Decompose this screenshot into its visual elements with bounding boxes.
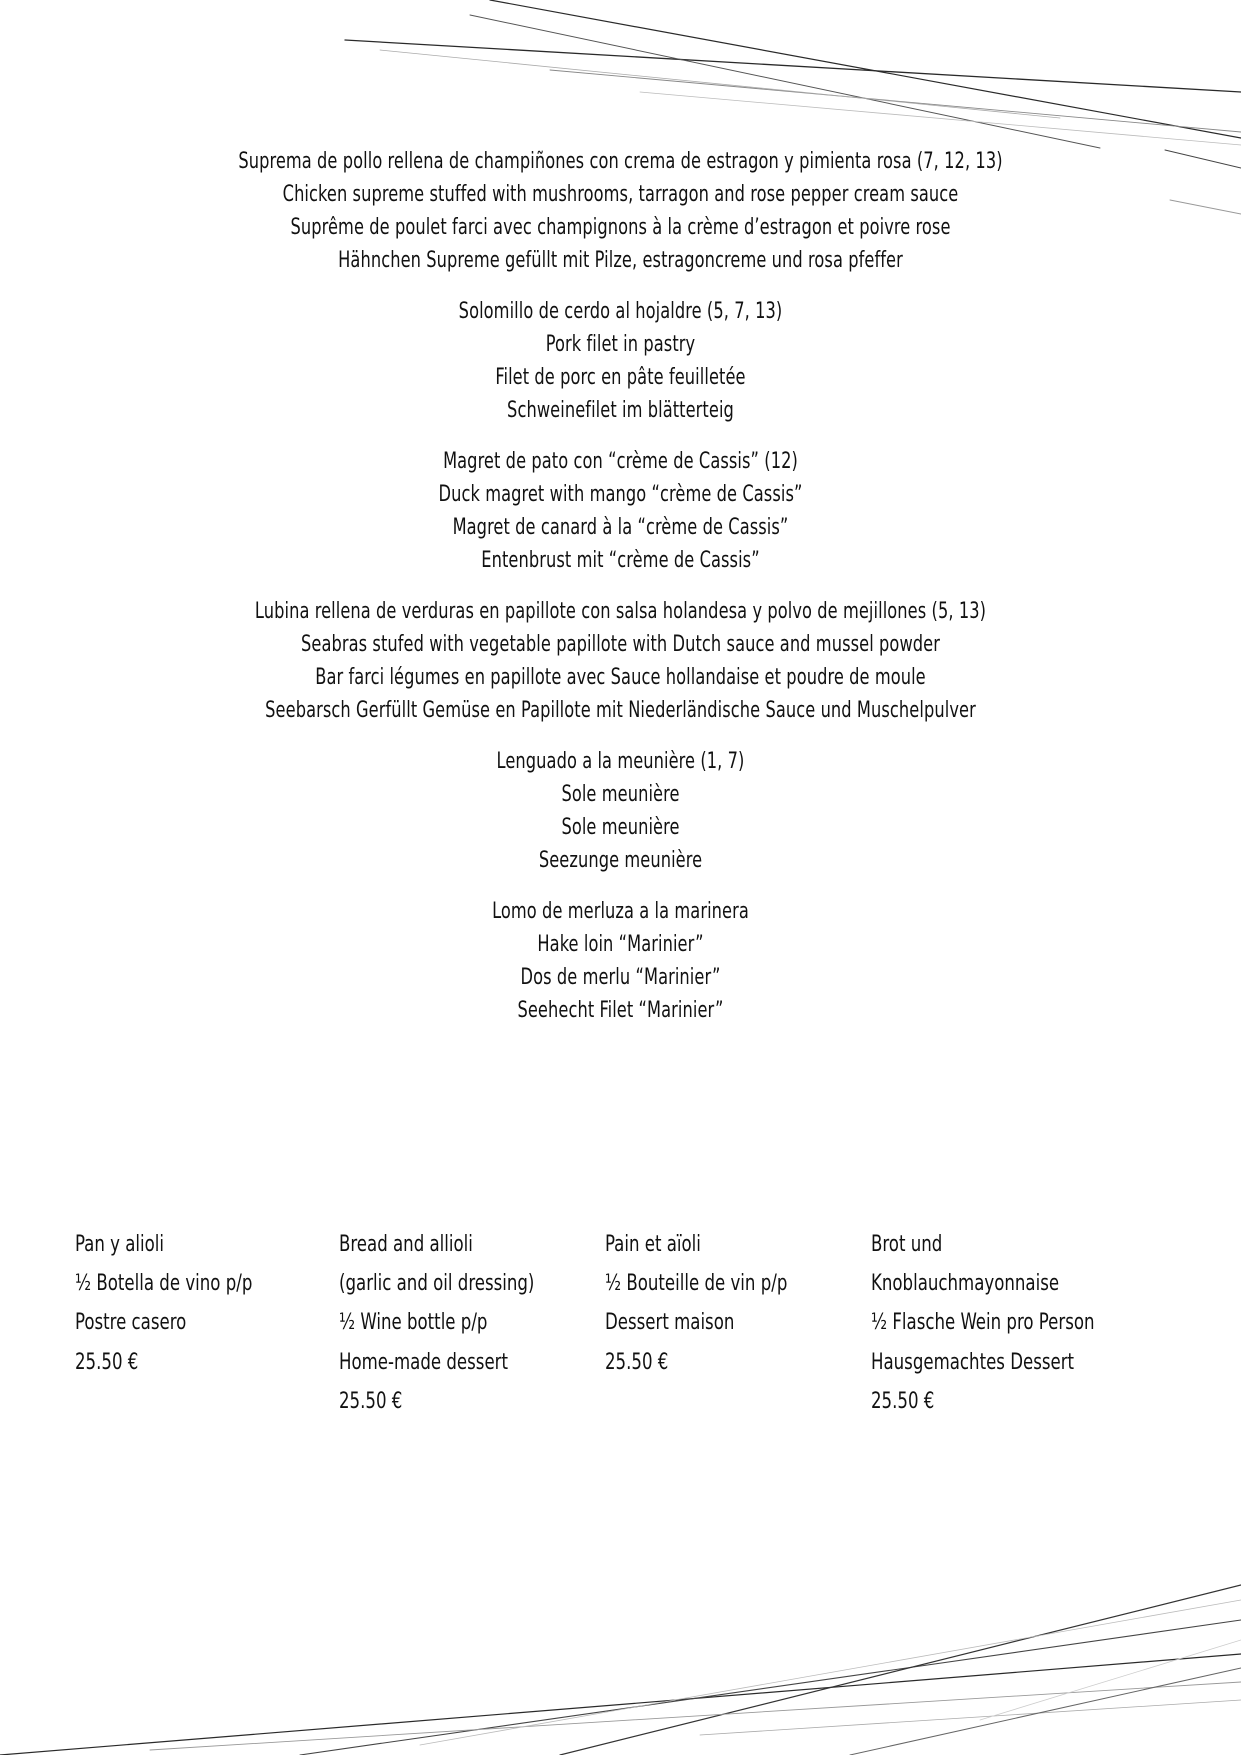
dish-name-fr: Bar farci légumes en papillote avec Sauce hollandaise et poudre de moule: [315, 665, 926, 690]
dish-name-es: Magret de pato con “crème de Cassis” (12): [443, 449, 798, 474]
menu-detail-line: Pain et aïoli: [605, 1231, 701, 1257]
dish-name-fr: Filet de porc en pâte feuilletée: [495, 365, 746, 390]
menu-detail-line: ½ Bouteille de vin p/p: [605, 1270, 788, 1297]
dish-item: [0, 595, 1241, 727]
dish-item: [0, 295, 1241, 427]
menu-price: 25.50 €: [871, 1387, 935, 1414]
dish-name-en: Duck magret with mango “crème de Cassis”: [438, 482, 803, 507]
dish-name-fr: Suprême de poulet farci avec champignons à la crème d’estragon et poivre rose: [290, 215, 951, 240]
dish-name-de: Seebarsch Gerfüllt Gemüse en Papillote mit Niederländische Sauce und Muschelpulver: [265, 698, 976, 723]
dish-item: [0, 445, 1241, 577]
dish-item: [0, 145, 1241, 277]
dish-name-de: Seehecht Filet “Marinier”: [517, 998, 724, 1023]
dish-list: [0, 145, 1241, 1045]
menu-details-es: [75, 1225, 345, 1382]
menu-details-de: [871, 1225, 1141, 1421]
menu-details-en: [339, 1225, 609, 1421]
menu-price: 25.50 €: [605, 1348, 669, 1375]
menu-details: [0, 1225, 1241, 1425]
menu-details-fr: [605, 1225, 875, 1382]
menu-detail-line: Bread and allioli: [339, 1231, 473, 1257]
menu-detail-line: Pan y alioli: [75, 1231, 165, 1257]
menu-detail-line: Brot und: [871, 1231, 943, 1257]
dish-name-fr: Magret de canard à la “crème de Cassis”: [452, 515, 789, 540]
menu-detail-line: ½ Flasche Wein pro Person: [871, 1309, 1095, 1336]
dish-name-de: Schweinefilet im blätterteig: [507, 398, 734, 423]
menu-detail-line: Home-made dessert: [339, 1348, 508, 1375]
dish-name-de: Entenbrust mit “crème de Cassis”: [481, 548, 760, 573]
dish-name-en: Seabras stufed with vegetable papillote with Dutch sauce and mussel powder: [300, 632, 941, 657]
menu-detail-line: Postre casero: [75, 1309, 187, 1336]
dish-name-fr: Dos de merlu “Marinier”: [520, 965, 721, 990]
menu-detail-line: Knoblauchmayonnaise: [871, 1270, 1060, 1297]
dish-name-es: Solomillo de cerdo al hojaldre (5, 7, 13): [458, 299, 783, 324]
menu-detail-line: Dessert maison: [605, 1309, 735, 1336]
dish-name-en: Pork filet in pastry: [545, 332, 696, 357]
dish-name-es: Suprema de pollo rellena de champiñones con crema de estragon y pimienta rosa (7, 12, 13): [238, 149, 1003, 174]
dish-item: [0, 895, 1241, 1027]
dish-name-de: Hähnchen Supreme gefüllt mit Pilze, estragoncreme und rosa pfeffer: [338, 248, 903, 273]
dish-name-fr: Sole meunière: [561, 815, 680, 840]
menu-price: 25.50 €: [75, 1348, 139, 1375]
dish-item: [0, 745, 1241, 877]
menu-detail-line: (garlic and oil dressing): [339, 1270, 535, 1297]
dish-name-en: Sole meunière: [561, 782, 680, 807]
dish-name-en: Chicken supreme stuffed with mushrooms, tarragon and rose pepper cream sauce: [282, 182, 959, 207]
menu-price: 25.50 €: [339, 1387, 403, 1414]
menu-detail-line: ½ Wine bottle p/p: [339, 1309, 488, 1336]
dish-name-es: Lomo de merluza a la marinera: [492, 899, 749, 924]
menu-detail-line: ½ Botella de vino p/p: [75, 1270, 253, 1297]
menu-detail-line: Hausgemachtes Dessert: [871, 1348, 1075, 1375]
dish-name-es: Lenguado a la meunière (1, 7): [496, 749, 745, 774]
dish-name-en: Hake loin “Marinier”: [537, 932, 704, 957]
dish-name-es: Lubina rellena de verduras en papillote con salsa holandesa y polvo de mejillones (5, 13): [254, 599, 987, 624]
dish-name-de: Seezunge meunière: [538, 848, 703, 873]
